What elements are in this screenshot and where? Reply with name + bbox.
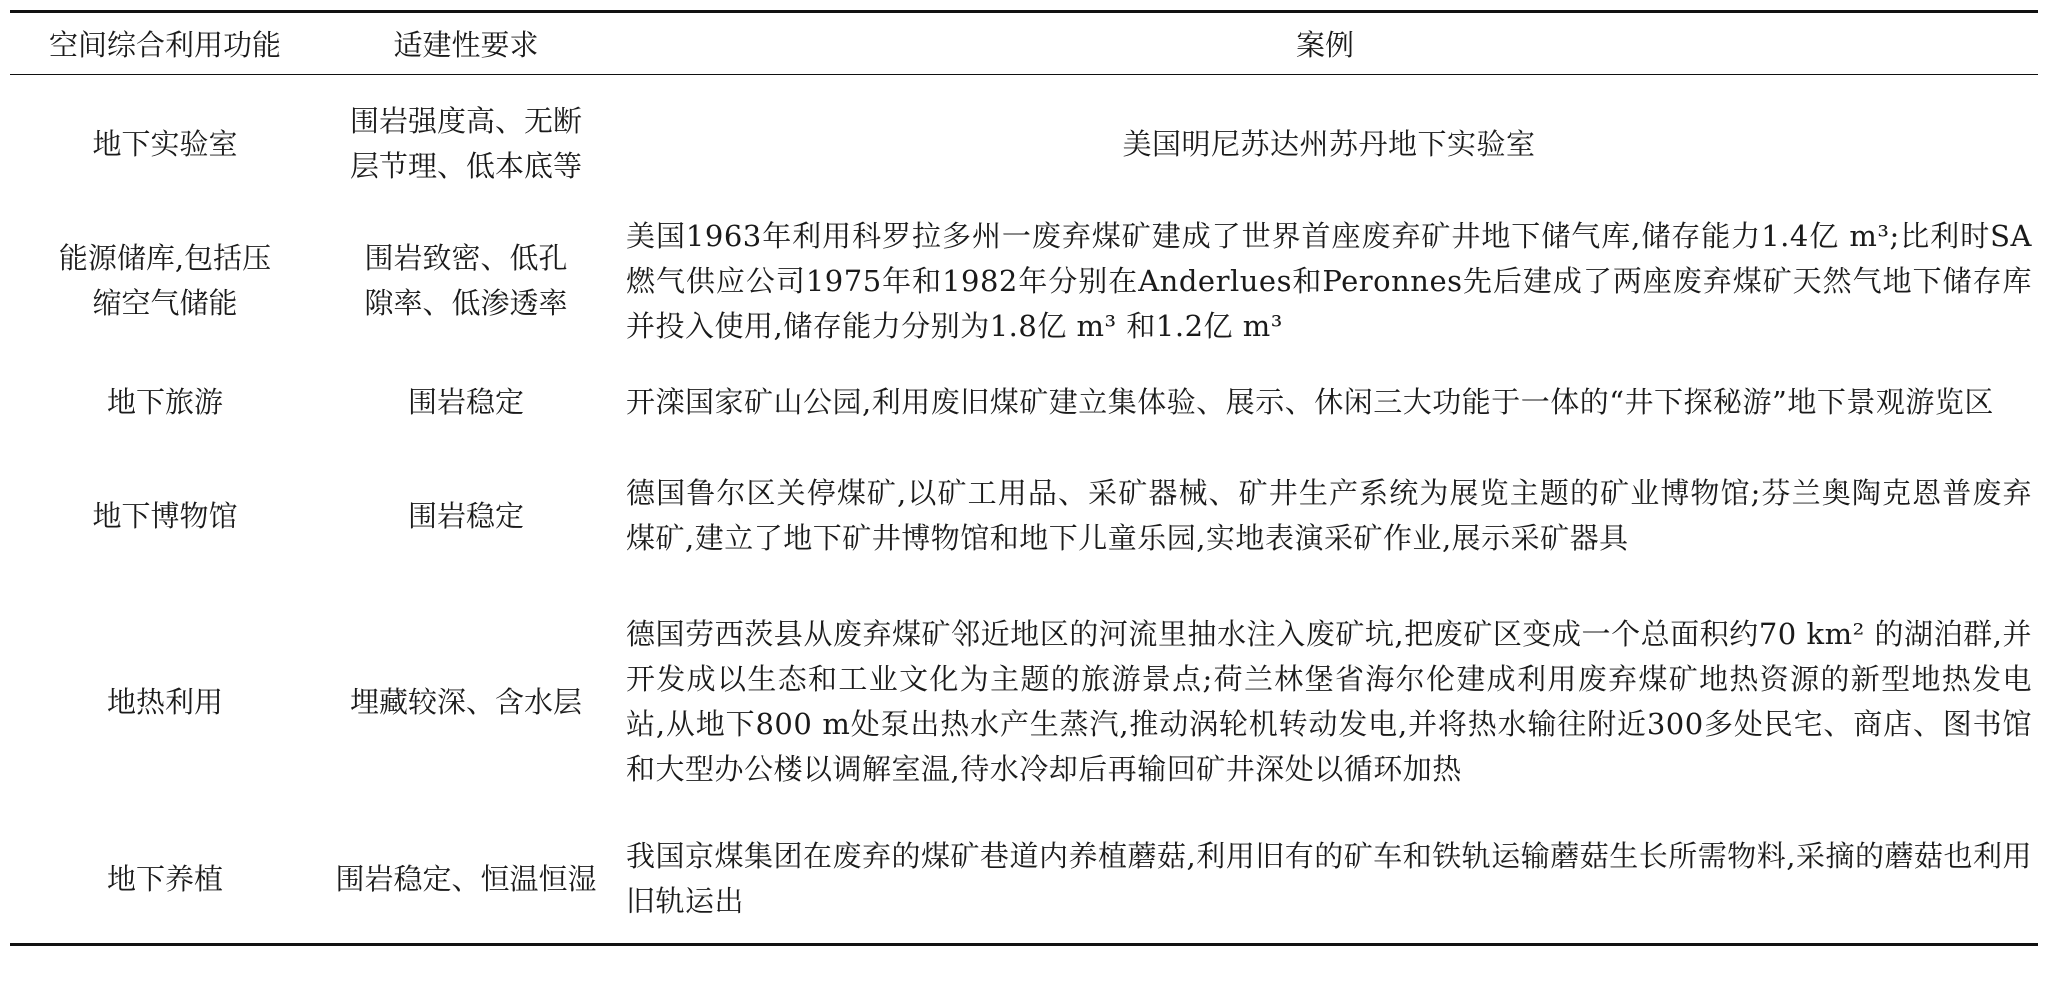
requirement-cell <box>320 449 612 583</box>
table-row <box>10 583 2038 821</box>
requirement-text: 围岩稳定、恒温恒湿 <box>335 861 597 896</box>
requirement-text: 围岩稳定 <box>407 384 524 419</box>
case-cell: 美国明尼苏达州苏丹地下实验室 <box>1122 126 1536 161</box>
table-row <box>10 821 2038 945</box>
table-row <box>10 449 2038 583</box>
function-cell <box>10 355 320 449</box>
requirement-text: 埋藏较深、含水层 <box>349 684 582 719</box>
table-header <box>10 12 2038 75</box>
case-cell: 开滦国家矿山公园,利用废旧煤矿建立集体验、展示、休闲三大功能于一体的“井下探秘游”地下景观游览区 <box>626 384 1994 419</box>
case-cell: 美国1963年利用科罗拉多州一废弃煤矿建成了世界首座废弃矿井地下储气库,储存能力1.4亿 m³;比利时SA燃气供应公司1975年和1982年分别在Anderlues和Peronnes先后建成了两座废弃煤矿天然气地下储存库并投入使用,储存能力分别为1.8亿 m³ 和1.2亿 m³ <box>626 218 2032 343</box>
table-row <box>10 355 2038 449</box>
header-requirement: 适建性要求 <box>393 28 539 62</box>
requirement-cell <box>320 75 612 208</box>
requirement-cell <box>320 207 612 355</box>
function-cell <box>10 449 320 583</box>
function-text: 能源储库,包括压 <box>58 241 272 275</box>
mine-space-utilization-table <box>10 10 2038 946</box>
requirement-cell <box>320 355 612 449</box>
function-text: 地下博物馆 <box>92 498 238 533</box>
function-cell <box>10 821 320 945</box>
requirement-text: 围岩稳定 <box>407 498 524 533</box>
table-container <box>10 10 2038 946</box>
function-cell <box>10 75 320 208</box>
function-text: 地下养植 <box>106 861 223 896</box>
requirement-cell <box>320 583 612 821</box>
function-text: 地下旅游 <box>106 384 223 419</box>
requirement-text: 围岩致密、低孔 <box>364 241 568 275</box>
function-cell <box>10 207 320 355</box>
header-function: 空间综合利用功能 <box>48 28 281 62</box>
table-row <box>10 207 2038 355</box>
table-body <box>10 75 2038 945</box>
case-cell: 德国鲁尔区关停煤矿,以矿工用品、采矿器械、矿井生产系统为展览主题的矿业博物馆;芬兰奥陶克恩普废弃煤矿,建立了地下矿井博物馆和地下儿童乐园,实地表演采矿作业,展示采矿器具 <box>626 476 2032 555</box>
requirement-text: 围岩强度高、无断 <box>349 104 582 138</box>
requirement-text: 层节理、低本底等 <box>349 149 582 183</box>
table-row <box>10 75 2038 208</box>
requirement-text: 隙率、低渗透率 <box>364 286 568 320</box>
header-row <box>10 12 2038 75</box>
function-text: 缩空气储能 <box>92 286 238 320</box>
case-cell: 我国京煤集团在废弃的煤矿巷道内养植蘑菇,利用旧有的矿车和铁轨运输蘑菇生长所需物料,采摘的蘑菇也利用旧轨运出 <box>626 839 2032 918</box>
header-case: 案例 <box>1295 28 1354 62</box>
case-cell: 德国劳西茨县从废弃煤矿邻近地区的河流里抽水注入废矿坑,把废矿区变成一个总面积约70 km² 的湖泊群,并开发成以生态和工业文化为主题的旅游景点;荷兰林堡省海尔伦建成利用废弃煤矿地热资源的新型地热发电站,从地下800 m处泵出热水产生蒸汽,推动涡轮机转动发电,并将热水输往附近300多处民宅、商店、图书馆和大型办公楼以调解室温,待水冷却后再输回矿井深处以循环加热 <box>626 617 2032 786</box>
function-cell <box>10 583 320 821</box>
function-text: 地下实验室 <box>92 126 238 161</box>
requirement-cell <box>320 821 612 945</box>
function-text: 地热利用 <box>106 684 223 719</box>
